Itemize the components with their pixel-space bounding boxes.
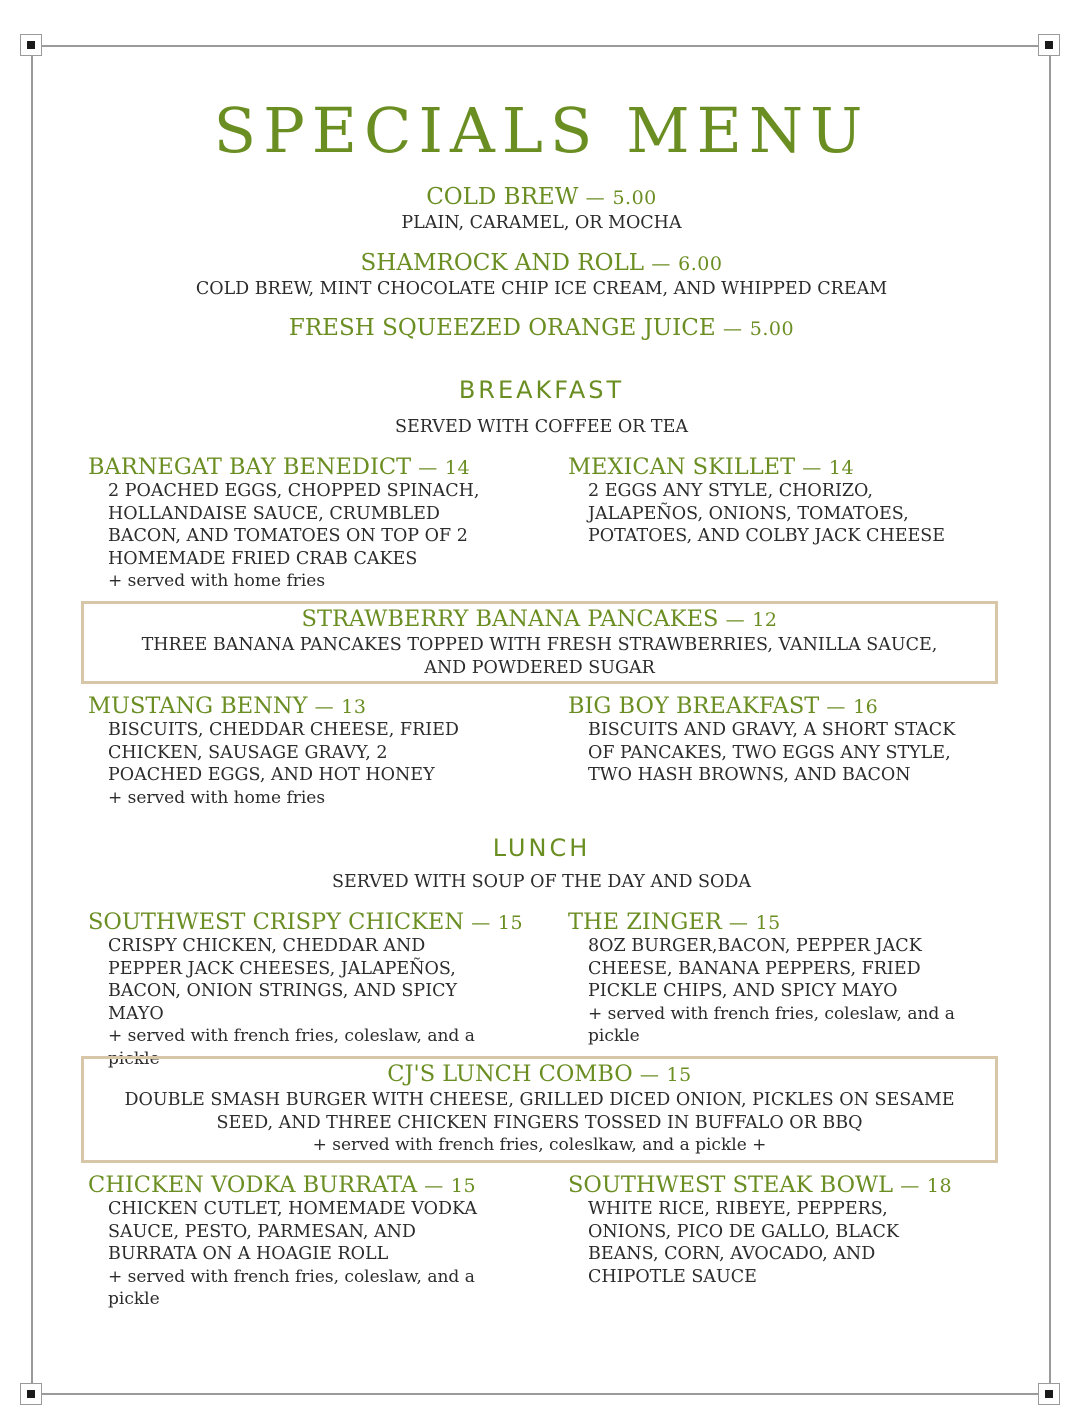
price-dash: — — [802, 457, 822, 479]
frame-bottom — [31, 1393, 1052, 1395]
item-price: 5.00 — [749, 318, 795, 340]
item-price: 13 — [341, 696, 367, 718]
item-price: 15 — [497, 912, 524, 934]
item-description: 8OZ BURGER,BACON, PEPPER JACK CHEESE, BANANA PEPPERS, FRIED PICKLE CHIPS, AND SPICY MAYO — [588, 936, 922, 1002]
item-note: + served with french fries, coleslaw, and a pickle — [108, 1026, 475, 1069]
menu-item-southwest-steak-bowl — [568, 1172, 1008, 1288]
item-name: CHICKEN VODKA BURRATA — [88, 1172, 418, 1198]
item-name: CJ'S LUNCH COMBO — [387, 1061, 633, 1087]
menu-item-big-boy-breakfast — [568, 693, 1008, 787]
item-price: 12 — [752, 609, 778, 631]
corner-ornament-bottom-right — [1038, 1383, 1060, 1405]
item-note: + served with french fries, coleslkaw, and a pickle + — [312, 1135, 767, 1156]
item-name: MUSTANG BENNY — [88, 693, 308, 719]
item-description: COLD BREW, MINT CHOCOLATE CHIP ICE CREAM, AND WHIPPED CREAM — [195, 279, 888, 299]
item-description: DOUBLE SMASH BURGER WITH CHEESE, GRILLED DICED ONION, PICKLES ON SESAME SEED, AND THREE CHICKEN FINGERS TOSSED IN BUFFALO OR BBQ — [124, 1090, 955, 1133]
item-name: THE ZINGER — [568, 909, 722, 935]
frame-top — [31, 45, 1052, 47]
menu-item-southwest-crispy-chicken — [88, 909, 528, 1071]
item-price: 15 — [755, 912, 781, 934]
price-dash: — — [639, 1064, 660, 1086]
lunch-heading: LUNCH — [492, 834, 591, 862]
price-dash: — — [725, 609, 746, 631]
featured-strawberry-banana-pancakes — [81, 601, 998, 684]
price-dash: — — [314, 696, 335, 718]
corner-ornament-top-right — [1038, 34, 1060, 56]
price-dash: — — [651, 253, 671, 275]
corner-ornament-top-left — [20, 34, 42, 56]
menu-item-chicken-vodka-burrata — [88, 1172, 528, 1311]
item-price: 14 — [828, 457, 855, 479]
drink-cold-brew — [0, 183, 1083, 235]
frame-right — [1049, 45, 1051, 1395]
featured-cjs-lunch-combo — [81, 1056, 998, 1163]
price-dash: — — [418, 457, 438, 479]
price-dash: — — [826, 696, 846, 718]
price-dash: — — [424, 1175, 444, 1197]
item-name: SOUTHWEST STEAK BOWL — [568, 1172, 894, 1198]
item-description: BISCUITS AND GRAVY, A SHORT STACK OF PANCAKES, TWO EGGS ANY STYLE, TWO HASH BROWNS, AND BACON — [588, 720, 956, 786]
item-name: FRESH SQUEEZED ORANGE JUICE — [288, 315, 716, 341]
item-name: MEXICAN SKILLET — [568, 454, 796, 480]
item-price: 15 — [450, 1175, 477, 1197]
item-note: + served with french fries, coleslaw, and a pickle — [108, 1266, 475, 1310]
item-note: + served with home fries — [108, 787, 326, 808]
item-name: SHAMROCK AND ROLL — [360, 250, 644, 276]
item-price: 14 — [444, 457, 471, 479]
item-name: STRAWBERRY BANANA PANCAKES — [301, 606, 719, 632]
item-note: + served with french fries, coleslaw, and a pickle — [588, 1003, 955, 1047]
menu-item-mexican-skillet — [568, 454, 1008, 548]
item-description: WHITE RICE, RIBEYE, PEPPERS, ONIONS, PICO DE GALLO, BLACK BEANS, CORN, AVOCADO, AND CHIPOTLE SAUCE — [588, 1199, 899, 1287]
item-name: BIG BOY BREAKFAST — [568, 693, 820, 719]
item-description: THREE BANANA PANCAKES TOPPED WITH FRESH STRAWBERRIES, VANILLA SAUCE, AND POWDERED SUGAR — [141, 635, 938, 678]
drink-orange-juice — [0, 314, 1083, 343]
price-dash: — — [900, 1175, 920, 1197]
menu-item-the-zinger — [568, 909, 1008, 1048]
drink-shamrock-and-roll — [0, 249, 1083, 301]
item-description: CRISPY CHICKEN, CHEDDAR AND PEPPER JACK CHEESES, JALAPEÑOS, BACON, ONION STRINGS, AND SPICY MAYO — [108, 936, 458, 1024]
item-price: 16 — [853, 696, 879, 718]
price-dash: — — [728, 912, 749, 934]
item-name: BARNEGAT BAY BENEDICT — [88, 454, 412, 480]
frame-left — [31, 45, 33, 1395]
price-dash: — — [722, 318, 743, 340]
item-name: SOUTHWEST CRISPY CHICKEN — [88, 909, 465, 935]
item-note: + served with home fries — [108, 571, 326, 592]
menu-item-barnegat-bay-benedict — [88, 454, 528, 593]
item-description: CHICKEN CUTLET, HOMEMADE VODKA SAUCE, PESTO, PARMESAN, AND BURRATA ON A HOAGIE ROLL — [108, 1199, 478, 1265]
breakfast-heading: BREAKFAST — [458, 376, 625, 404]
item-price: 18 — [926, 1175, 953, 1197]
price-dash: — — [471, 912, 491, 934]
item-description: PLAIN, CARAMEL, OR MOCHA — [401, 213, 682, 233]
breakfast-served-with: SERVED WITH COFFEE OR TEA — [394, 417, 689, 437]
corner-ornament-bottom-left — [20, 1383, 42, 1405]
lunch-served-with: SERVED WITH SOUP OF THE DAY AND SODA — [331, 872, 752, 892]
price-dash: — — [585, 187, 606, 209]
item-name: COLD BREW — [426, 184, 579, 210]
item-description: 2 EGGS ANY STYLE, CHORIZO, JALAPEÑOS, ONIONS, TOMATOES, POTATOES, AND COLBY JACK CHEESE — [588, 481, 946, 547]
item-description: BISCUITS, CHEDDAR CHEESE, FRIED CHICKEN, SAUSAGE GRAVY, 2 POACHED EGGS, AND HOT HONEY — [108, 720, 459, 786]
item-description: 2 POACHED EGGS, CHOPPED SPINACH, HOLLANDAISE SAUCE, CRUMBLED BACON, AND TOMATOES ON TOP OF 2 HOMEMADE FRIED CRAB CAKES — [108, 481, 480, 569]
item-price: 5.00 — [612, 187, 657, 209]
item-price: 6.00 — [678, 253, 723, 275]
menu-item-mustang-benny — [88, 693, 528, 809]
page-title: SPECIALS MENU — [213, 94, 870, 167]
item-price: 15 — [666, 1064, 692, 1086]
